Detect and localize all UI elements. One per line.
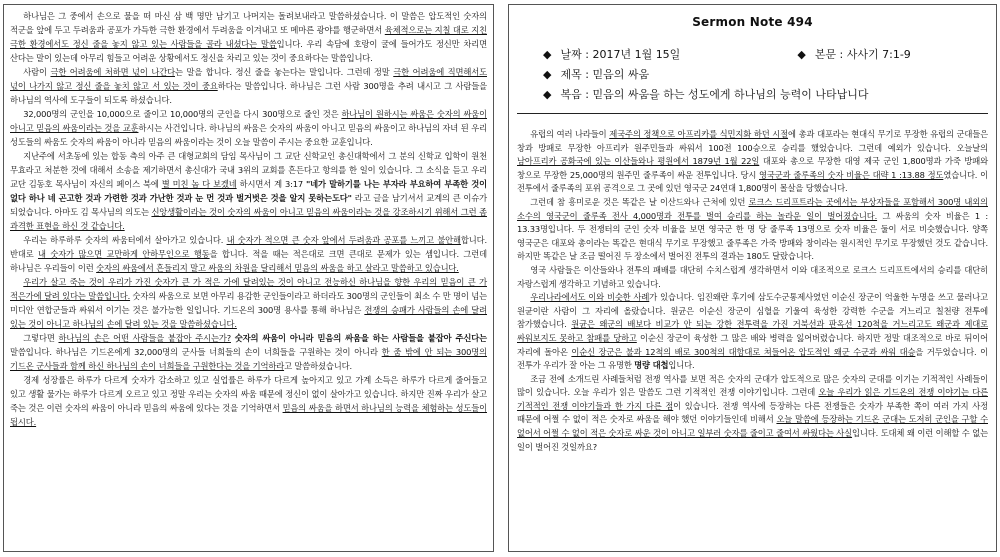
- left_page-paragraph: [10, 107, 487, 149]
- underlined-text: 영국군과 줄루족의 숫자 비율은 대략 1 :13.88 정도: [759, 169, 944, 180]
- left_page-paragraph: [10, 275, 487, 331]
- text-run: 이순신 장군이 육성한 그 많은 배와 병력을 잃어버렸습니다. 하지만 정말 대조적으로 바로 뒤이어 자리에 돌아온: [517, 332, 988, 357]
- header-divider: [517, 113, 988, 114]
- right_page-paragraph: [517, 128, 988, 196]
- underlined-text: 육체적으로는 지칠 대로 지친 극한 환경에서도 정신 줄을 놓지 않고 있는 사람들을 골라 내셨다는 말씀: [10, 25, 487, 49]
- text-run: 경제 성장률은 하루가 다르게 숫자가 감소하고 있고 실업률은 하루가 다르게 높아지고 있고 가계 소득은 하루가 다르게 줄어들고 있고 생활 물가는 하루가 다르게 오르고 있고 정말 우리는 숫자의 싸움 때문에 정신이 없이 살아가고 있습니다. 하지만 진짜 우리가 살고 죽는 것은 이런 숫자의 싸움이 아니라 믿음의 싸움에 있다는 것을 기억하면서: [10, 375, 487, 413]
- text-run: 말씀입니다. 하나님은 기드온에게 32,000명의 군사들 너희들의 손이 너희들을 구원하는 것이 아니라: [10, 347, 382, 357]
- underlined-text: 별 미친 놈 다 보겠네: [161, 179, 237, 189]
- underlined-text: 믿음의 싸움을 하면서 하나님의 능력을 체험하는 성도들이 됩시다.: [10, 403, 487, 427]
- sermon-title: Sermon Note 494: [692, 15, 813, 29]
- text-run: 32,000명의 군인을 10,000으로 줄이고 10,000명의 군인을 다시 300명으로 줄인 것은: [23, 109, 342, 119]
- text-run: 사람이: [23, 67, 51, 77]
- underlined-text: 로크스 드리프트라는 곳에서는 부상자들을 포함해서 300명 내외의 소수의 영국군이 줄루족 전사 4,000명과 전투를 벌여 승리를 하는 놀라운 일이 벌어졌습니다.: [517, 196, 988, 221]
- text-run: 라고 글을 남기셔서 교계의 큰 이슈가 되었습니다. 아마도 김 목사님의 의도는: [10, 193, 487, 217]
- diamond-bullet-icon: ◆: [543, 48, 552, 61]
- underlined-text: 남아프리카 공화국에 있는 이산들와나 평원에서 1879년 1월 22일: [517, 156, 760, 167]
- text-run: 합니다. 반대로: [10, 235, 488, 259]
- text-run: 입니다. 도대체 왜 이런 이해할 수 없는 일이 벌어진 것일까요?: [517, 428, 988, 452]
- underlined-text: 원균은 왜군의 배보다 비교가 안 되는 강한 전투력을 가진 거북선과 판옥선 120척을 거느리고도 왜군과 제대로 싸워보지도 못하고 참패를 당하고: [517, 319, 988, 343]
- diamond-bullet-icon: ◆: [543, 88, 552, 101]
- right-page: [508, 4, 997, 552]
- text-run: 는 말을 합니다. 정신 줄을 놓는다는 말입니다. 그런데 정말: [174, 67, 394, 77]
- right_page-paragraph: [517, 264, 988, 291]
- text-run: 가 있습니다. 임진왜란 후기에 삼도수군통제사였던 이순신 장군이 억울한 누명을 쓰고 물러나고 원균이란 사람이 그 자리에 올랐습니다. 원균은 이순신 장군이 심혈을 기울여 육성한 강력한 수군을 거느리고 칠천량 전투에 참가했습니다.: [517, 292, 989, 330]
- underlined-text: 극한 어려움에 처하면 넋이 나간다: [50, 67, 175, 77]
- underlined-text: 우리나라에서도 이와 비슷한 사례: [530, 292, 650, 303]
- scripture-field: 본문 : 사사기 7:1-9: [814, 48, 911, 61]
- text-run: 을 합니다. 적을 때는 적은대로 크면 큰대로 문제가 있는 셈입니다. 그런데 하나님은 우리들이 이런: [10, 249, 487, 273]
- text-run: 이 있습니다. 전쟁 역사에 등장하는 다른 전쟁들은 숫자가 부족한 쪽이 여러 가지 사정 때문에 어쩔 수 없이 적은 숫자로 싸움을 해야 했던 이야기들인데 비해서: [517, 400, 988, 425]
- right_page-paragraph: [517, 373, 988, 455]
- underlined-text: 오늘 우리가 읽은 기드온의 전쟁 이야기는 다른 기적적인 전쟁 이야기들과 한 가지 다른 점: [517, 387, 988, 411]
- text-run: 하시면서 계 3:17: [236, 179, 306, 189]
- left_page-paragraph: [10, 149, 487, 233]
- text-run: 을 거두었습니다. 이 전투가 우리가 잘 아는 그 유명한: [517, 346, 988, 371]
- left_page-paragraph: [10, 233, 487, 275]
- text-run: 유럽의 여러 나라들이: [530, 129, 610, 139]
- text-run: 하시는 사건입니다. 하나님의 싸움은 숫자의 싸움이 아니고 믿음의 싸움이고 하나님의 자녀 된 우리 성도들의 싸움도 숫자의 싸움이 아니라 믿음의 싸움이라는 것이 오늘 말씀이 주시는 중요한 교훈입니다.: [10, 123, 487, 147]
- underlined-text: 오늘 말씀에 등장하는 기드온 군대는 도저히 군인을 구할 수 없어서 어쩔 수 없이 적은 숫자로 싸운 것이 아니고 일부러 숫자를 줄이고 줄여서 싸웠다는 사실: [517, 414, 988, 439]
- underlined-text: 우리가 살고 죽는 것이 우리가 가진 숫자가 큰 가 적은 가에 달려있는 것이 아니고 전능하신 하나님을 향한 우리의 믿음이 큰 가 적은가에 달려 있다는 말씀입니다.: [10, 277, 487, 301]
- underlined-text: 하나님이 원하시는 싸움은 숫자의 싸움이 아니고 믿음의 싸움이라는 것을 교훈: [10, 109, 487, 133]
- underlined-text: 내 숫자가 적으면 큰 숫자 앞에서 두려움과 공포를 느끼고 불안해: [226, 235, 461, 245]
- meta-subject-row: [543, 65, 988, 85]
- underlined-text: 한 줌 밖에 안 되는 300명의 기드온 군사들과 함께 하신 하나님의 손이 너희들을 구원한다는 것을 기억하라: [10, 347, 487, 371]
- left_page-paragraph: [10, 373, 487, 429]
- gospel-field: 복음 : 믿음의 싸움을 하는 성도에게 하나님의 능력이 나타납니다: [560, 88, 869, 101]
- text-run: 에 총과 대포라는 현대식 무기로 무장한 유럽의 군대들은 창과 방패로 무장한 아프리카 원주민들과 싸워서 100전 100승으로 승리를 했었습니다. 그런데 예외가 있습니다. 오늘날의: [517, 129, 988, 153]
- text-run: 입니다. 우리 속담에 호랑이 굴에 들어가도 정신만 차리면 산다는 말이 있는데 아무리 힘들고 어려운 상황에서도 정신을 차리고 있는 것이 중요하다는 말씀입니다.: [10, 39, 487, 63]
- subject-field: 제목 : 믿음의 싸움: [560, 68, 650, 81]
- bold-text: 숫자의 싸움이 아니라 믿음의 싸움을 하는 사람들을 붙잡아 주신다는: [234, 333, 487, 343]
- right_page-paragraph: [517, 196, 988, 264]
- text-run: 그 싸움의 숫자 비율은 1 : 13.33명입니다. 두 전쟁터의 군인 숫자 비율을 보면 영국군 한 명 당 줄루족 13명으로 숫자 비율은 둘이 서로 비슷했습니다. 양쪽 영국군은 대포와 총이라는 똑같은 현대식 무기로 무장했고 줄루족은 가죽 방패와 창이라는 원시적인 무기로 무장했던 것도 같습니다. 하지만 똑같은 날 조금 떨어진 두 장소에서 벌어진 전투의 결과는 180도 달랐습니다.: [517, 210, 989, 262]
- date-field: 날짜 : 2017년 1월 15일: [560, 48, 681, 61]
- underlined-text: 내 숫자가 많으면 교만하게 안하무인으로 행동: [38, 249, 210, 259]
- text-run: 그렇다면: [23, 333, 59, 343]
- diamond-bullet-icon: ◆: [797, 48, 806, 61]
- text-run: 입니다.: [668, 360, 695, 371]
- text-run: 그런데 참 흥미로운 것은 똑같은 날 이산드와나 근처에 있던: [530, 196, 749, 207]
- underlined-text: 이순신 장군은 불과 12척의 배로 300척의 대함대로 쳐들어온 압도적인 왜군 수군과 싸워 대승: [571, 346, 916, 357]
- right-body: [517, 128, 988, 454]
- underlined-text: 숫자의 싸움에서 흔들리지 말고 싸움의 차원을 달리해서 믿음의 싸움을 하고 살라고 말씀하고 있습니다.: [96, 263, 459, 273]
- text-run: 하다는 말씀입니다. 하나님은 그런 사람 300명을 추려 내시고 그 사람들을 하나님의 역사에 도구들이 되도록 하셨습니다.: [10, 81, 487, 105]
- left_page-paragraph: [10, 9, 487, 65]
- diamond-bullet-icon: ◆: [543, 68, 552, 81]
- left-page: [3, 4, 494, 552]
- underlined-text: 하나님의 손은 어떤 사람들을 붙잡아 주시는가?: [58, 333, 231, 343]
- bold-text: "네가 말하기를 나는 부자라 부요하여 부족한 것이 없다 하나 네 곤고한 것과 가련한 것과 가난한 것과 눈 먼 것과 벌거벗은 것을 알지 못하는도다": [10, 179, 487, 203]
- text-run: 고 말씀하셨습니다.: [284, 361, 352, 371]
- underlined-text: 극한 어려움에 직면해서도 넋이 나가지 않고 정신 줄을 놓치 않고 서 있는 것이 중요: [10, 67, 487, 91]
- text-run: 대포와 총으로 무장한 대영 제국 군인 1,800명과 가죽 방패와 창으로 무장한 25,000명의 원주민 줄루족이 싸운 전투입니다. 당시: [517, 156, 988, 180]
- meta-gospel-row: [543, 85, 988, 105]
- bold-text: 명량 대첩: [634, 360, 669, 371]
- text-run: 조금 전에 소개드린 사례들처럼 전쟁 역사를 보면 적은 숫자의 군대가 압도적으로 많은 숫자의 군대를 이기는 기적적인 사례들이 많이 있습니다. 오늘 우리가 읽은 말씀도 그런 기적적인 전쟁 이야기입니다. 그런데: [517, 373, 988, 398]
- text-run: 였습니다. 이 전투에서 줄루족의 포위 공격으로 그 곳에 있던 영국군 24연대 1,800명이 몰살을 당했습니다.: [517, 169, 988, 194]
- meta-date-text-row: [543, 45, 988, 65]
- text-run: 하나님은 그 중에서 손으로 물을 떠 마신 삼 백 명만 남기고 나머지는 돌려보내라고 말씀하셨습니다. 이 말씀은 압도적인 숫자의 적군을 앞에 두고 두려움과 공포가 가득한 극한 환경에서 두려움을 이겨내고 또 메마른 광야를 행군하면서: [10, 11, 487, 35]
- left_page-paragraph: [10, 331, 487, 373]
- underlined-text: 전쟁의 승패가 사람들의 손에 달려 있는 것이 아니고 하나님의 손에 달려 있는 것을 말씀하셨습니다.: [10, 305, 488, 329]
- text-run: 지난주에 서초동에 있는 합동 측의 아주 큰 대형교회의 담임 목사님이 그 교단 신학교인 총신대학에서 그 분의 신학교 입학이 원천 무효라고 처분한 것에 대해서 소송을 제기하면서 총신대가 국내 3위의 교회를 흔든다고 항의를 한 일이 있습니다. 그 소식을 듣고 우리 교단 김동호 목사님이 자신의 페이스 북에: [10, 151, 487, 189]
- text-run: 우리는 하루하루 숫자의 싸움터에서 살아가고 있습니다.: [23, 235, 227, 245]
- left-body: [10, 9, 487, 429]
- text-run: 영국 사람들은 이산들와나 전투의 패배를 대단히 수치스럽게 생각하면서 이와 대조적으로 로크스 드리프트에서의 승리를 대단히 자랑스럽게 생각하고 기념하고 있습니다.: [517, 264, 988, 289]
- underlined-text: 제국주의 정책으로 아프리카를 식민지화 하던 시절: [609, 129, 789, 139]
- text-run: 숫자의 싸움으로 보면 아무리 용감한 군인들이라고 하더라도 300명의 군인들이 최소 수 만 명이 넘는 미디안 연합군들과 싸워서 이기는 것은 불가능한 일입니다. 기드온의 300명 용사를 통해 하나님은: [10, 291, 488, 315]
- left_page-paragraph: [10, 65, 487, 107]
- underlined-text: 신앙생활이라는 것이 숫자의 싸움이 아니고 믿음의 싸움이라는 것을 강조하시기 위해서 그런 좀 과격한 표현을 하신 것 같습니다.: [10, 207, 488, 231]
- right_page-paragraph: [517, 291, 988, 373]
